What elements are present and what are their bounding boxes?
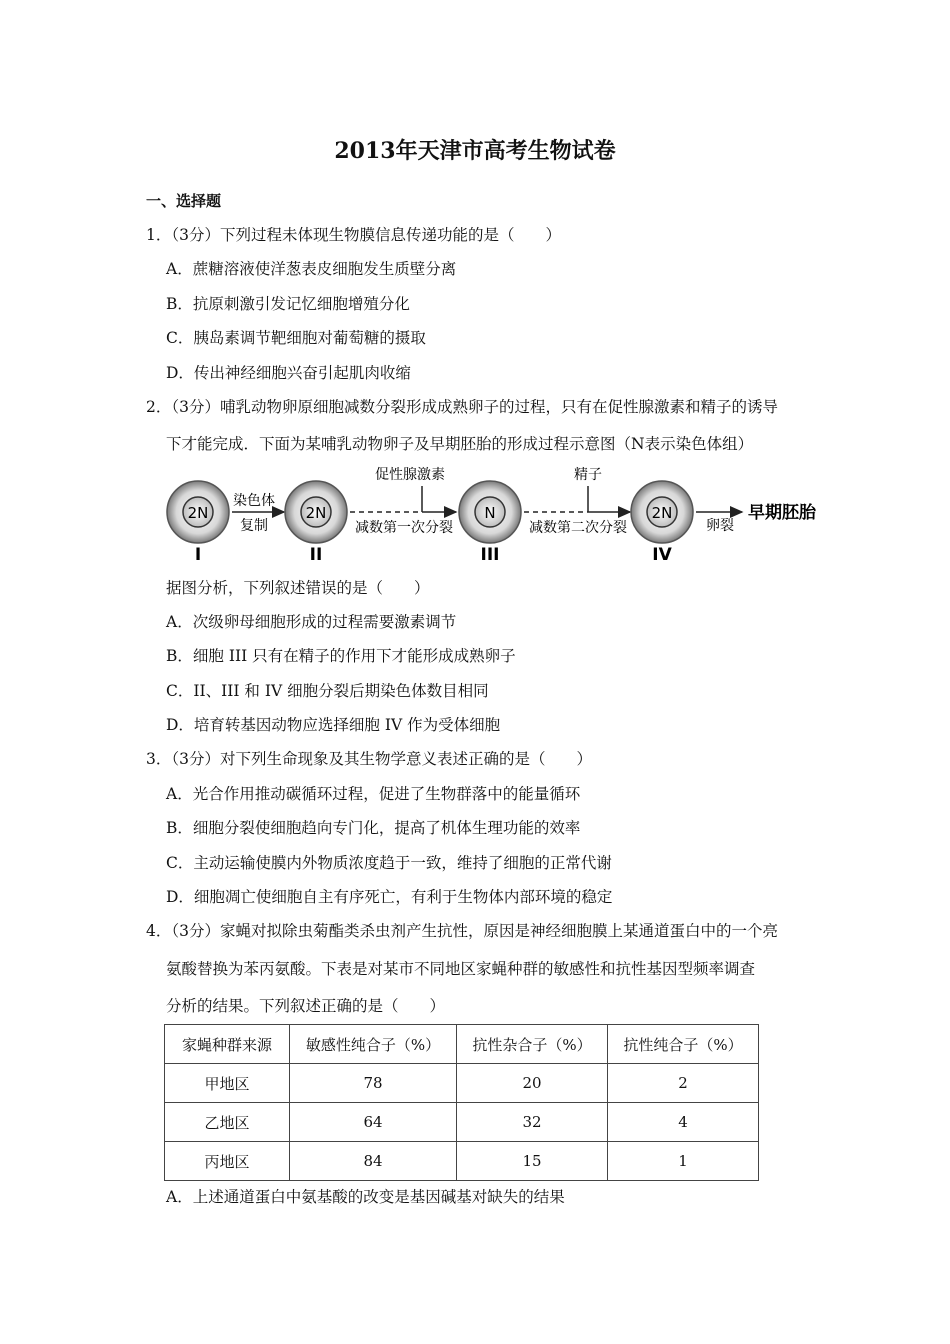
- cell-ii-label: 2N: [305, 504, 327, 522]
- arrow-2-bottom-label: 减数第一次分裂: [355, 520, 453, 536]
- genotype-frequency-table: [164, 1024, 759, 1181]
- question-3-option-c: C．主动运输使膜内外物质浓度趋于一致，维持了细胞的正常代谢: [166, 854, 612, 872]
- arrow-2-top-label: 促性腺激素: [375, 467, 445, 483]
- cell-i: [167, 481, 229, 565]
- question-4-option-a: A．上述通道蛋白中氨基酸的改变是基因碱基对缺失的结果: [166, 1188, 565, 1206]
- cell-iv: [631, 481, 693, 565]
- question-1-stem: 1．（3分）下列过程未体现生物膜信息传递功能的是（ ）: [146, 226, 561, 244]
- question-3-option-a: A．光合作用推动碳循环过程，促进了生物群落中的能量循环: [166, 785, 581, 803]
- table-cell: 15: [457, 1142, 608, 1181]
- cell-ii: [285, 481, 347, 565]
- arrow-3-top-label: 精子: [574, 467, 602, 483]
- question-2-option-a: A．次级卵母细胞形成的过程需要激素调节: [166, 613, 457, 631]
- arrow-4-bottom-label: 卵裂: [706, 518, 734, 534]
- question-1-option-d: D．传出神经细胞兴奋引起肌肉收缩: [166, 364, 411, 382]
- table-cell: 2: [608, 1064, 759, 1103]
- question-2-stem-line-1: 2．（3分）哺乳动物卵原细胞减数分裂形成成熟卵子的过程，只有在促性腺激素和精子的诱导: [146, 398, 778, 416]
- roman-iii: III: [480, 545, 500, 565]
- table-header-cell: 抗性杂合子（%）: [457, 1025, 608, 1064]
- arrow-1-bottom-label: 复制: [240, 518, 268, 534]
- table-header-row: [165, 1025, 759, 1064]
- arrow-3-bottom-label: 减数第二次分裂: [529, 520, 627, 536]
- cell-i-label: 2N: [187, 504, 209, 522]
- table-cell: 丙地区: [165, 1142, 290, 1181]
- question-2-option-b: B．细胞 III 只有在精子的作用下才能形成成熟卵子: [166, 647, 516, 665]
- oocyte-development-diagram: [164, 462, 834, 570]
- question-2-option-d: D．培育转基因动物应选择细胞 IV 作为受体细胞: [166, 716, 501, 734]
- question-4-stem-line-2: 氨酸替换为苯丙氨酸。下表是对某市不同地区家蝇种群的敏感性和抗性基因型频率调查: [166, 960, 756, 978]
- table-cell: 20: [457, 1064, 608, 1103]
- table-header-cell: 敏感性纯合子（%）: [290, 1025, 457, 1064]
- table-cell: 78: [290, 1064, 457, 1103]
- question-3-option-d: D．细胞凋亡使细胞自主有序死亡，有利于生物体内部环境的稳定: [166, 888, 613, 906]
- table-cell: 乙地区: [165, 1103, 290, 1142]
- question-2-prompt: 据图分析，下列叙述错误的是（ ）: [166, 579, 430, 597]
- table-cell: 64: [290, 1103, 457, 1142]
- roman-iv: IV: [652, 545, 672, 565]
- section-heading: 一、选择题: [146, 192, 222, 210]
- table-cell: 32: [457, 1103, 608, 1142]
- cell-iii: [459, 481, 521, 565]
- table-cell: 4: [608, 1103, 759, 1142]
- early-embryo-label: 早期胚胎: [748, 503, 816, 523]
- arrow-1-top-label: 染色体: [233, 493, 275, 509]
- table-row: [165, 1064, 759, 1103]
- table-row: [165, 1142, 759, 1181]
- question-1-option-b: B．抗原刺激引发记忆细胞增殖分化: [166, 295, 410, 313]
- roman-i: I: [194, 545, 202, 565]
- question-2-stem-line-2: 下才能完成．下面为某哺乳动物卵子及早期胚胎的形成过程示意图（N表示染色体组）: [166, 435, 754, 453]
- question-1-option-c: C．胰岛素调节靶细胞对葡萄糖的摄取: [166, 329, 426, 347]
- question-1-option-a: A．蔗糖溶液使洋葱表皮细胞发生质壁分离: [166, 260, 457, 278]
- page-title: 2013年天津市高考生物试卷: [334, 138, 616, 164]
- question-4-stem-line-1: 4．（3分）家蝇对拟除虫菊酯类杀虫剂产生抗性，原因是神经细胞膜上某通道蛋白中的一个亮: [146, 922, 778, 940]
- table-header-cell: 家蝇种群来源: [165, 1025, 290, 1064]
- table-cell: 1: [608, 1142, 759, 1181]
- cell-iv-label: 2N: [651, 504, 673, 522]
- table-row: [165, 1103, 759, 1142]
- table-cell: 甲地区: [165, 1064, 290, 1103]
- question-3-option-b: B．细胞分裂使细胞趋向专门化，提高了机体生理功能的效率: [166, 819, 581, 837]
- roman-ii: II: [309, 545, 323, 565]
- table-cell: 84: [290, 1142, 457, 1181]
- table-header-cell: 抗性纯合子（%）: [608, 1025, 759, 1064]
- question-4-stem-line-3: 分析的结果。下列叙述正确的是（ ）: [166, 997, 446, 1015]
- cell-iii-label: N: [484, 504, 496, 522]
- question-2-option-c: C．II、III 和 IV 细胞分裂后期染色体数目相同: [166, 682, 489, 700]
- question-3-stem: 3．（3分）对下列生命现象及其生物学意义表述正确的是（ ）: [146, 750, 592, 768]
